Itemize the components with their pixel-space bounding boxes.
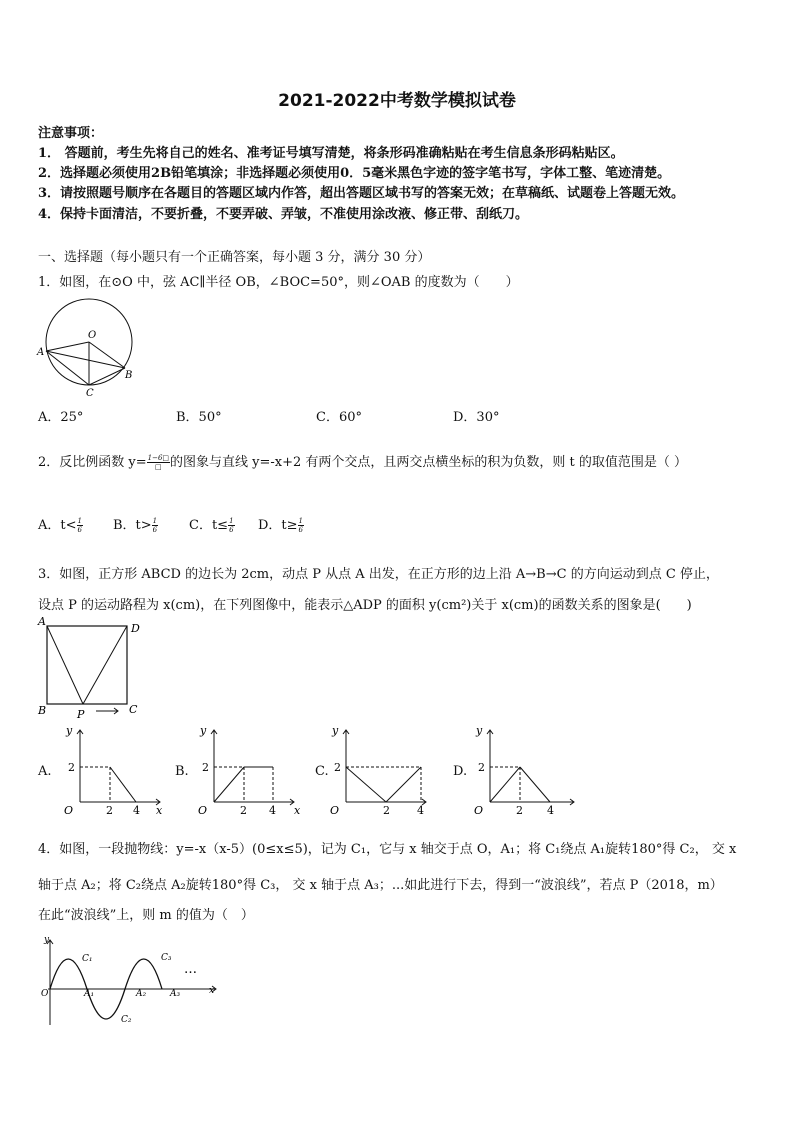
- tick-4-x: 4: [417, 804, 424, 817]
- q3-option-b-label: B.: [175, 764, 189, 779]
- notes-heading: 注意事项：: [38, 126, 104, 141]
- question-4-line-2: 轴于点 A₂；将 C₂绕点 A₂旋转180°得 C₃， 交 x 轴于点 A₃；...如此进行下去，得到一“波浪线”，若点 P（2018，m）: [38, 878, 723, 893]
- label-C2: C₂: [121, 1015, 132, 1025]
- frac-den: 6: [152, 526, 158, 534]
- q2-stem-post: 的图象与直线 y=-x+2 有两个交点，且两交点横坐标的积为负数，则 t 的取值范围是（ ）: [170, 455, 688, 470]
- axis-y: y: [44, 935, 50, 945]
- frac-num: 1: [77, 517, 82, 525]
- q1-option-b: B．50°: [176, 410, 222, 425]
- tick-2-y: 2: [202, 761, 209, 774]
- label-B: B: [125, 370, 133, 381]
- label-C1: C₁: [82, 954, 93, 964]
- graph-d: [466, 718, 586, 818]
- question-3-line-1: 3．如图，正方形 ABCD 的边长为 2cm，动点 P 从点 A 出发，在正方形的边上沿 A→B→C 的方向运动到点 C 停止，: [38, 567, 719, 582]
- section-heading: 一、选择题（每小题只有一个正确答案，每小题 3 分，满分 30 分）: [38, 250, 431, 265]
- tick-2-y: 2: [478, 761, 485, 774]
- label-C: C: [86, 388, 94, 399]
- note-item-2: 2．选择题必须使用2B铅笔填涂；非选择题必须使用0．5毫米黑色字迹的签字笔书写，字体工整、笔迹清楚。: [38, 166, 671, 181]
- question-4-line-1: 4．如图，一段抛物线：y=-x（x-5）(0≤x≤5)，记为 C₁，它与 x 轴交于点 O，A₁；将 C₁绕点 A₁旋转180°得 C₂， 交 x: [38, 842, 737, 857]
- tick-2-y: 2: [68, 761, 75, 774]
- label-B: B: [38, 704, 47, 717]
- label-A2: A₂: [136, 989, 147, 999]
- q1-option-a: A．25°: [38, 410, 84, 425]
- label-C: C: [129, 703, 138, 716]
- q2-option-d-frac: [298, 517, 304, 534]
- frac-num: 1: [152, 517, 158, 525]
- tick-2-x: 2: [106, 804, 113, 817]
- axis-x: x: [209, 986, 215, 996]
- q3-option-a-label: A.: [38, 764, 52, 779]
- frac-num: 1: [229, 517, 234, 525]
- wave-figure: [36, 930, 226, 1030]
- origin: O: [474, 804, 484, 817]
- label-A: A: [37, 347, 45, 358]
- q2-option-a: [38, 514, 83, 534]
- axis-y: y: [476, 724, 483, 737]
- graph-b: [190, 718, 305, 818]
- q2-option-a-text: A．t<: [38, 518, 77, 533]
- question-4-line-3: 在此“波浪线”上，则 m 的值为（ ）: [38, 908, 254, 923]
- axis-x: x: [294, 804, 301, 817]
- circle-figure: [36, 298, 146, 399]
- q1-option-d: D．30°: [453, 410, 500, 425]
- q2-option-b-frac: [152, 517, 158, 534]
- q2-option-d-text: D．t≥: [258, 518, 298, 533]
- q2-frac-den: □: [155, 463, 162, 471]
- question-3-line-2: 设点 P 的运动路程为 x(cm)，在下列图像中，能表示△ADP 的面积 y(cm²)关于 x(cm)的函数关系的图象是( ): [38, 598, 692, 613]
- origin: O: [64, 804, 74, 817]
- q3-option-c-label: C.: [315, 764, 329, 779]
- tick-2-x: 2: [516, 804, 523, 817]
- q2-frac-num: 1−6□: [147, 454, 170, 462]
- note-item-4: 4．保持卡面清洁，不要折叠，不要弄破、弄皱，不准使用涂改液、修正带、刮纸刀。: [38, 207, 529, 222]
- frac-den: 6: [77, 526, 82, 534]
- question-2-stem: [38, 451, 687, 471]
- square-figure: [36, 614, 146, 722]
- graph-a: [56, 718, 171, 818]
- label-D: D: [131, 622, 140, 635]
- q2-option-c: [189, 514, 235, 534]
- q2-option-b-text: B．t>: [113, 518, 152, 533]
- tick-4-x: 4: [133, 804, 140, 817]
- label-A: A: [38, 615, 46, 628]
- tick-2-x: 2: [383, 804, 390, 817]
- origin: O: [330, 804, 340, 817]
- tick-2-x: 2: [240, 804, 247, 817]
- axis-y: y: [332, 724, 339, 737]
- note-item-1: 1． 答题前，考生先将自己的姓名、准考证号填写清楚，将条形码准确粘贴在考生信息条形码粘贴区。: [38, 146, 624, 161]
- note-item-3: 3．请按照题号顺序在各题目的答题区域内作答，超出答题区域书写的答案无效；在草稿纸、试题卷上答题无效。: [38, 186, 685, 201]
- label-P: P: [77, 708, 85, 721]
- q2-option-c-text: C．t≤: [189, 518, 229, 533]
- q3-option-d-label: D.: [453, 764, 468, 779]
- frac-den: 6: [298, 526, 304, 534]
- origin: O: [41, 989, 49, 999]
- axis-y: y: [200, 724, 207, 737]
- label-A1: A₁: [84, 989, 95, 999]
- q2-option-b: [113, 514, 158, 534]
- tick-4-x: 4: [547, 804, 554, 817]
- label-O: O: [88, 330, 97, 341]
- q2-fraction: [147, 454, 170, 471]
- origin: O: [198, 804, 208, 817]
- tick-2-y: 2: [334, 761, 341, 774]
- label-A3: A₃: [170, 989, 181, 999]
- label-C3: C₃: [161, 953, 172, 963]
- continuation-dots: …: [184, 962, 197, 977]
- q2-option-a-frac: [77, 517, 83, 534]
- q2-option-c-frac: [228, 517, 234, 534]
- tick-4-x: 4: [269, 804, 276, 817]
- q2-option-d: [258, 514, 304, 534]
- q1-option-c: C．60°: [316, 410, 362, 425]
- q2-stem-pre: 2．反比例函数 y=: [38, 455, 147, 470]
- axis-y: y: [66, 724, 73, 737]
- graph-c: [322, 718, 437, 818]
- frac-den: 6: [229, 526, 234, 534]
- page-title: 2021-2022中考数学模拟试卷: [278, 91, 516, 111]
- question-1-stem: 1．如图，在⊙O 中，弦 AC∥半径 OB，∠BOC=50°，则∠OAB 的度数为（ ）: [38, 275, 519, 290]
- axis-x: x: [156, 804, 163, 817]
- frac-num: 1: [298, 517, 304, 525]
